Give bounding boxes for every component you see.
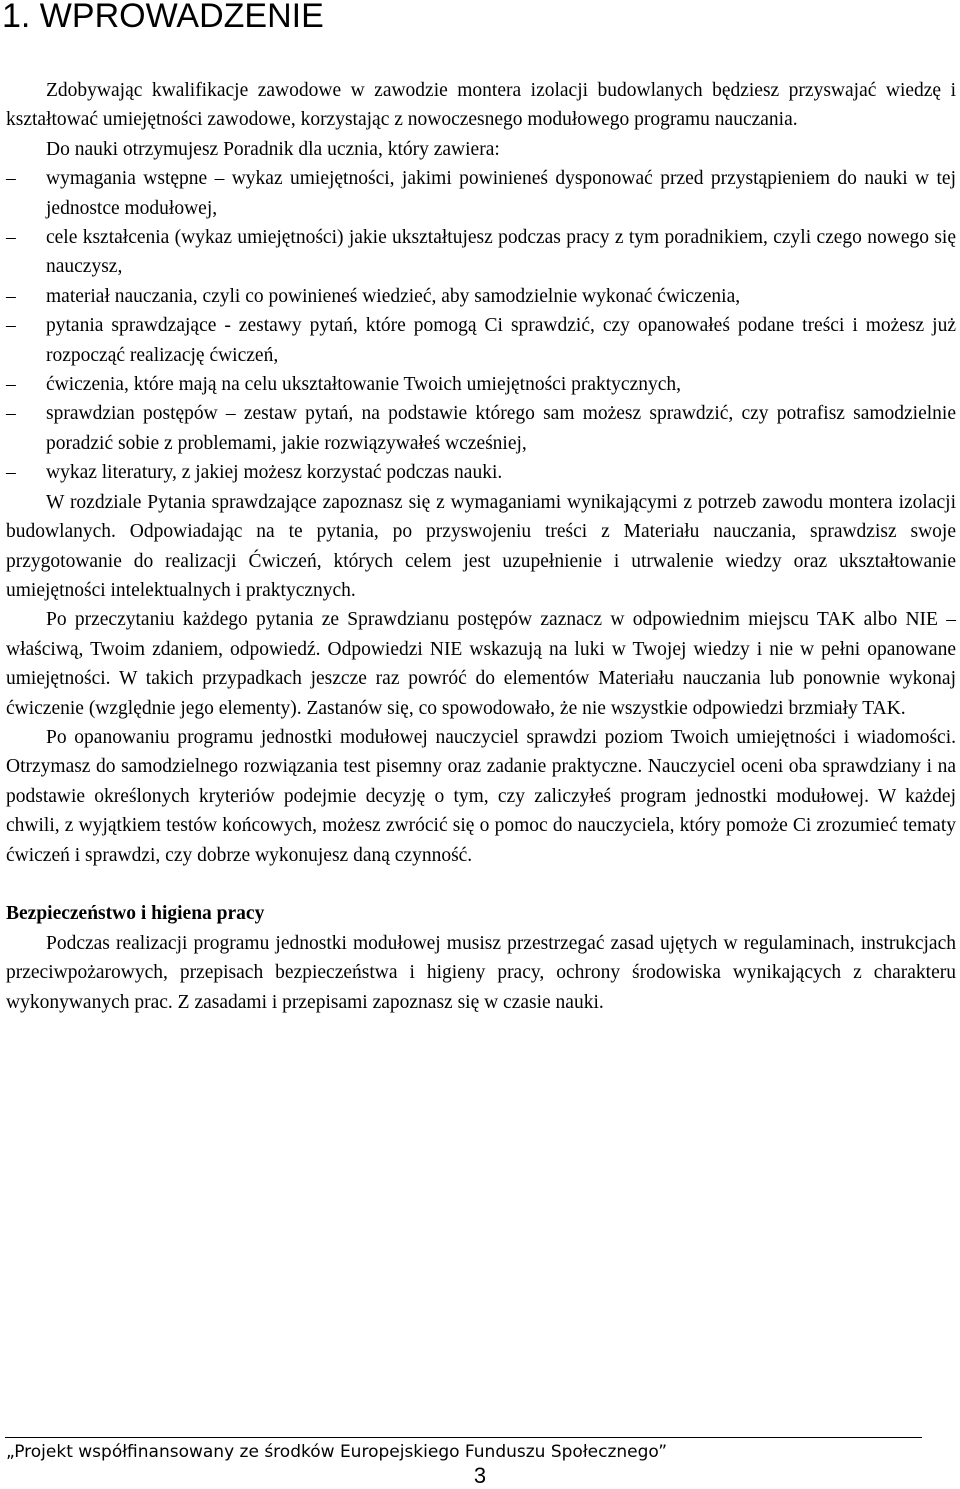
list-item-text: ćwiczenia, które mają na celu ukształtowanie Twoich umiejętności praktycznych,: [46, 374, 682, 396]
questions-paragraph: W rozdziale Pytania sprawdzające zapoznasz się z wymaganiami wynikającymi z potrzeb zawodu montera izolacji budowlanych. Odpowiadając na te pytania, po przyswojeniu treści z Materiału nauczania, sprawdzisz swoje przygotowanie do realizacji Ćwiczeń, których celem jest uzupełnienie i utrwalenie wiedzy oraz ukształtowanie umiejętności intelektualnych i praktycznych.: [6, 491, 956, 601]
list-item: [6, 311, 956, 370]
document-body: [6, 76, 956, 1017]
safety-section-title: Bezpieczeństwo i higiena pracy: [6, 903, 265, 925]
list-item: [6, 399, 956, 458]
guide-contents-list: [6, 164, 956, 487]
list-dash: –: [6, 315, 16, 337]
teacher-assessment-paragraph: Po opanowaniu programu jednostki modułowej nauczyciel sprawdzi poziom Twoich umiejętności i wiadomości. Otrzymasz do samodzielnego rozwiązania test pisemny oraz zadanie praktyczne. Nauczyciel oceni oba sprawdziany i na podstawie określonych kryteriów podejmie decyzję o tym, czy zaliczyłeś program jednostki modułowej. W każdej chwili, z wyjątkiem testów końcowych, możesz zwrócić się o pomoc do nauczyciela, który pomoże Ci zrozumieć tematy ćwiczeń i sprawdzi, czy dobrze wykonujesz daną czynność.: [6, 726, 956, 866]
list-dash: –: [6, 403, 16, 425]
list-dash: –: [6, 168, 16, 190]
footer-funding-note: „Projekt współfinansowany ze środków Europejskiego Funduszu Społecznego”: [6, 1442, 668, 1462]
page-number: 3: [473, 1463, 487, 1488]
list-item: [6, 164, 956, 223]
list-item: [6, 370, 956, 399]
list-item: [6, 458, 956, 487]
list-dash: –: [6, 227, 16, 249]
list-item-text: cele kształcenia (wykaz umiejętności) jakie ukształtujesz podczas pracy z tym poradnikiem, czyli czego nowego się nauczysz,: [46, 227, 956, 278]
safety-paragraph: Podczas realizacji programu jednostki modułowej musisz przestrzegać zasad ujętych w regulaminach, instrukcjach przeciwpożarowych, przepisach bezpieczeństwa i higieny pracy, ochrony środowiska wynikających z charakteru wykonywanych prac. Z zasadami i przepisami zapoznasz się w czasie nauki.: [6, 932, 956, 1013]
contents-lead-paragraph: Do nauki otrzymujesz Poradnik dla ucznia, który zawiera:: [46, 138, 500, 160]
list-item: [6, 282, 956, 311]
progress-test-paragraph: Po przeczytaniu każdego pytania ze Sprawdzianu postępów zaznacz w odpowiednim miejscu TAK albo NIE – właściwą, Twoim zdaniem, odpowiedź. Odpowiedzi NIE wskazują na luki w Twojej wiedzy i nie w pełni opanowane umiejętności. W takich przypadkach jeszcze raz powróć do elementów Materiału nauczania lub ponownie wykonaj ćwiczenie (względnie jego elementy). Zastanów się, co spowodowało, że nie wszystkie odpowiedzi brzmiały TAK.: [6, 609, 956, 719]
page-heading: 1. WPROWADZENIE: [2, 0, 324, 35]
list-item-text: wykaz literatury, z jakiej możesz korzystać podczas nauki.: [46, 462, 503, 484]
list-item-text: sprawdzian postępów – zestaw pytań, na podstawie którego sam możesz sprawdzić, czy potrafisz samodzielnie poradzić sobie z problemami, jakie rozwiązywałeś wcześniej,: [46, 403, 956, 454]
list-dash: –: [6, 462, 16, 484]
list-dash: –: [6, 285, 16, 307]
intro-paragraph: Zdobywając kwalifikacje zawodowe w zawodzie montera izolacji budowlanych będziesz przyswajać wiedzę i kształtować umiejętności zawodowe, korzystając z nowoczesnego modułowego programu nauczania.: [6, 80, 956, 131]
list-item-text: pytania sprawdzające - zestawy pytań, które pomogą Ci sprawdzić, czy opanowałeś podane treści i możesz już rozpocząć realizację ćwiczeń,: [46, 315, 956, 366]
list-item-text: materiał nauczania, czyli co powinieneś wiedzieć, aby samodzielnie wykonać ćwiczenia,: [46, 285, 741, 307]
list-item: [6, 223, 956, 282]
footer-divider: [5, 1437, 922, 1438]
list-item-text: wymagania wstępne – wykaz umiejętności, jakimi powinieneś dysponować przed przystąpieniem do nauki w tej jednostce modułowej,: [46, 168, 956, 219]
list-dash: –: [6, 374, 16, 396]
